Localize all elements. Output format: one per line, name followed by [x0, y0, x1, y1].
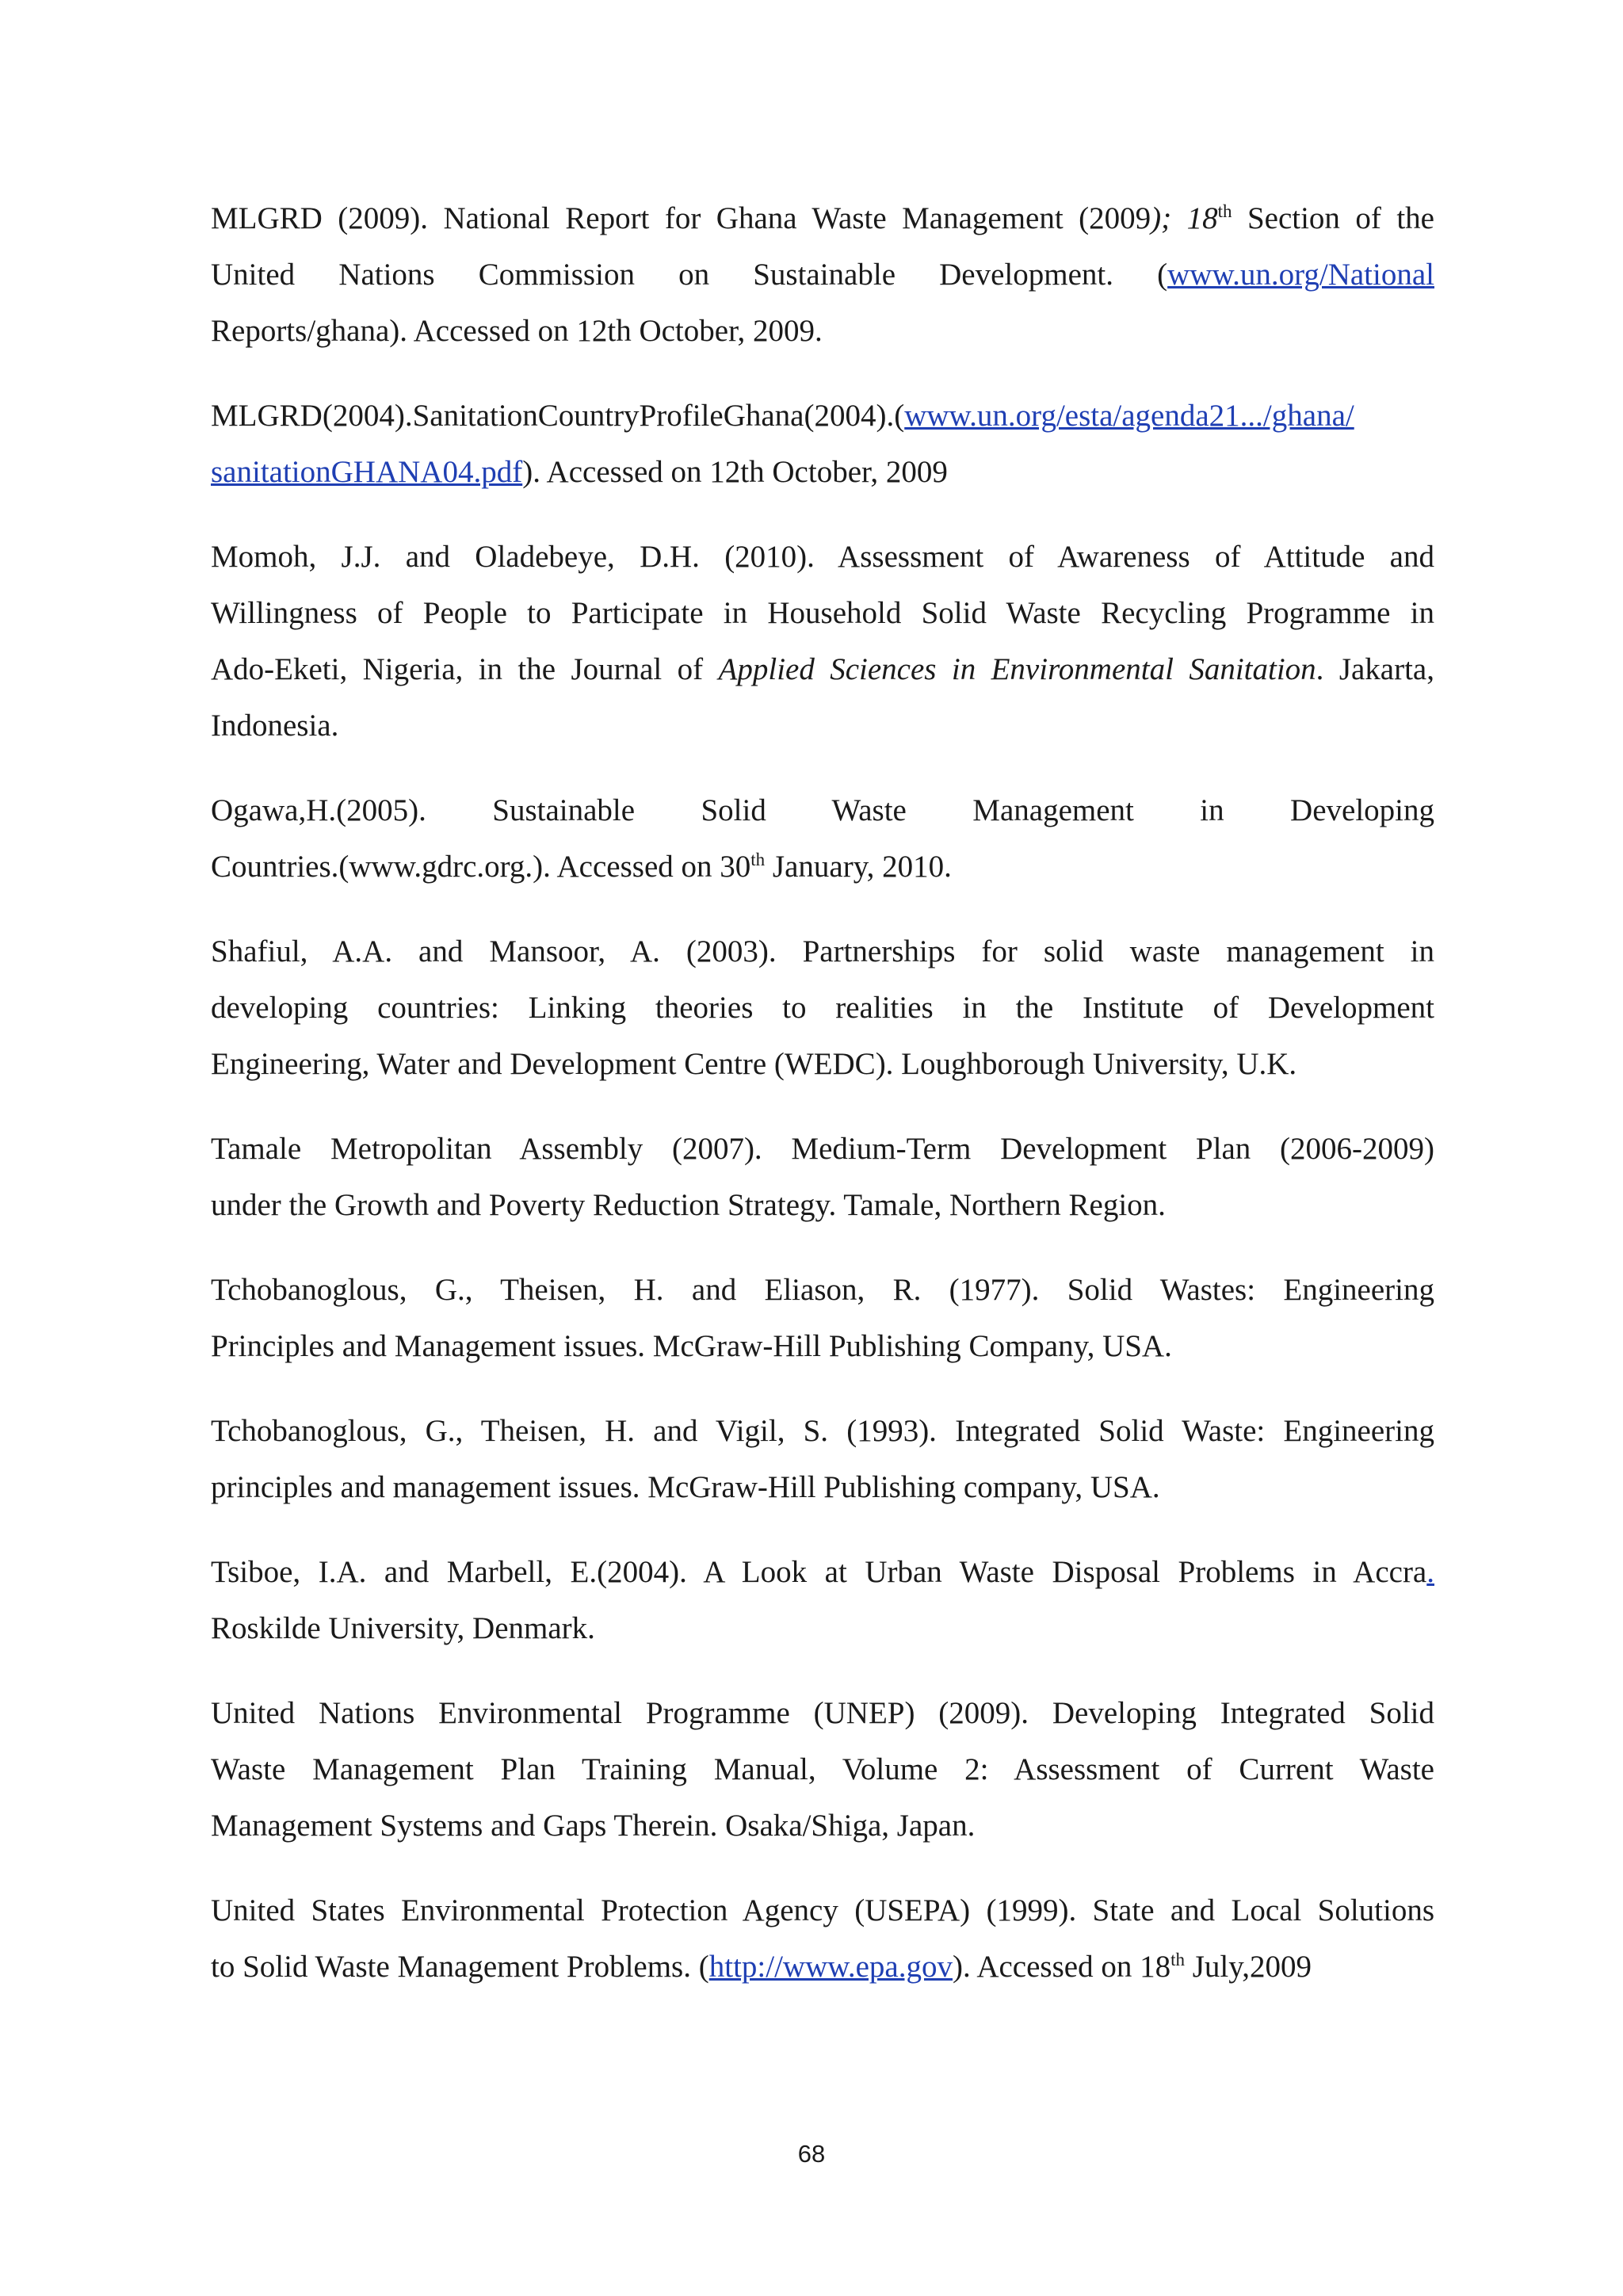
- ordinal-superscript: th: [1217, 201, 1232, 221]
- reference-entry-usepa-1999: [211, 1882, 1434, 1995]
- reference-entry-shafiul-2003: [211, 923, 1434, 1092]
- journal-title: Applied Sciences in Environmental Sanitation: [718, 652, 1316, 686]
- ref-line: Principles and Management issues. McGraw-Hill Publishing Company, USA.: [211, 1329, 1172, 1363]
- ref-line: principles and management issues. McGraw-Hill Publishing company, USA.: [211, 1470, 1160, 1504]
- ref-line: [211, 388, 1434, 444]
- link-un-agenda21-ghana[interactable]: www.un.org/esta/agenda21.../ghana/: [904, 399, 1354, 433]
- ref-text: MLGRD(2004).SanitationCountryProfileGhana(2004).(: [211, 399, 905, 433]
- ref-text: ,: [455, 652, 464, 686]
- ref-line: United States Environmental Protection Agency (USEPA) (1999). State and Local Solutions: [211, 1893, 1434, 1927]
- ref-text: MLGRD (2009). National Report for Ghana Waste Management (2009: [211, 201, 1151, 235]
- ref-line: under the Growth and Poverty Reduction Strategy. Tamale, Northern Region.: [211, 1188, 1166, 1222]
- reference-entry-tamale-2007: [211, 1121, 1434, 1233]
- underlined-period: .: [1426, 1555, 1434, 1589]
- references-page: [211, 190, 1434, 2023]
- ref-line: Engineering, Water and Development Centre (WEDC). Loughborough University, U.K.: [211, 1047, 1297, 1081]
- reference-entry-tsiboe-2004: [211, 1544, 1434, 1656]
- ref-text: Countries.(www.gdrc.org.). Accessed on 30: [211, 850, 751, 884]
- ref-text: . Jakarta,: [1316, 652, 1434, 686]
- reference-entry-unep-2009: [211, 1685, 1434, 1854]
- reference-entry-tchobanoglous-1993: [211, 1403, 1434, 1515]
- ref-line: [211, 1544, 1434, 1600]
- ref-line: Management Systems and Gaps Therein. Osaka/Shiga, Japan.: [211, 1809, 976, 1843]
- ref-line: Tamale Metropolitan Assembly (2007). Medium-Term Development Plan (2006-2009): [211, 1132, 1434, 1166]
- ref-line: [211, 1939, 1434, 1995]
- ordinal-superscript: th: [750, 850, 766, 869]
- reference-entry-mlgrd-2009: [211, 190, 1434, 359]
- ref-line: Ogawa,H.(2005). Sustainable Solid Waste Management in Developing: [211, 793, 1434, 827]
- ref-line: Tchobanoglous, G., Theisen, H. and Eliason, R. (1977). Solid Wastes: Engineering: [211, 1273, 1434, 1307]
- ref-text: July,2009: [1185, 1950, 1312, 1984]
- ref-line: [211, 444, 1434, 500]
- link-sanitation-ghana-pdf[interactable]: sanitationGHANA04.pdf: [211, 455, 523, 489]
- ref-line: [211, 839, 1434, 895]
- ref-line: Shafiul, A.A. and Mansoor, A. (2003). Partnerships for solid waste management in: [211, 934, 1434, 968]
- page-number: 68: [797, 2140, 826, 2168]
- ref-line: Indonesia.: [211, 709, 339, 743]
- reference-entry-tchobanoglous-1977: [211, 1262, 1434, 1374]
- ref-line: [211, 641, 1434, 697]
- ref-text: January, 2010.: [765, 850, 952, 884]
- ref-line: Waste Management Plan Training Manual, Volume 2: Assessment of Current Waste: [211, 1752, 1434, 1786]
- ref-line: Roskilde University, Denmark.: [211, 1611, 595, 1645]
- ordinal-superscript: th: [1170, 1950, 1185, 1969]
- ref-text: Tsiboe, I.A. and Marbell, E.(2004). A Look at Urban Waste Disposal Problems in Accra: [211, 1555, 1427, 1589]
- ref-line: Willingness of People to Participate in Household Solid Waste Recycling Programme in: [211, 596, 1434, 630]
- ref-text: in the Journal of: [463, 652, 719, 686]
- ref-text: ); 18: [1151, 201, 1218, 235]
- link-epa-gov[interactable]: http://www.epa.gov: [708, 1950, 953, 1984]
- ref-line: [211, 246, 1434, 303]
- ref-text: ). Accessed on 12th October, 2009: [522, 455, 948, 489]
- ref-text: Section of the: [1232, 201, 1434, 235]
- reference-entry-momoh-2010: [211, 529, 1434, 754]
- ref-line: Momoh, J.J. and Oladebeye, D.H. (2010). Assessment of Awareness of Attitude and: [211, 540, 1434, 574]
- ref-text: ). Accessed on 18: [953, 1950, 1171, 1984]
- reference-entry-mlgrd-2004: [211, 388, 1434, 500]
- link-un-national-reports[interactable]: www.un.org/National: [1167, 258, 1434, 292]
- ref-text: to Solid Waste Management Problems. (: [211, 1950, 709, 1984]
- ref-line: Reports/ghana). Accessed on 12th October, 2009.: [211, 314, 823, 348]
- ref-text: United Nations Commission on Sustainable Development. (: [211, 258, 1168, 292]
- ref-line: [211, 190, 1434, 246]
- ref-line: developing countries: Linking theories to realities in the Institute of Development: [211, 991, 1434, 1025]
- ref-line: United Nations Environmental Programme (UNEP) (2009). Developing Integrated Solid: [211, 1696, 1434, 1730]
- ref-text: Ado-Eketi, Nigeria: [211, 652, 456, 686]
- reference-entry-ogawa-2005: [211, 782, 1434, 895]
- ref-line: Tchobanoglous, G., Theisen, H. and Vigil, S. (1993). Integrated Solid Waste: Engineering: [211, 1414, 1434, 1448]
